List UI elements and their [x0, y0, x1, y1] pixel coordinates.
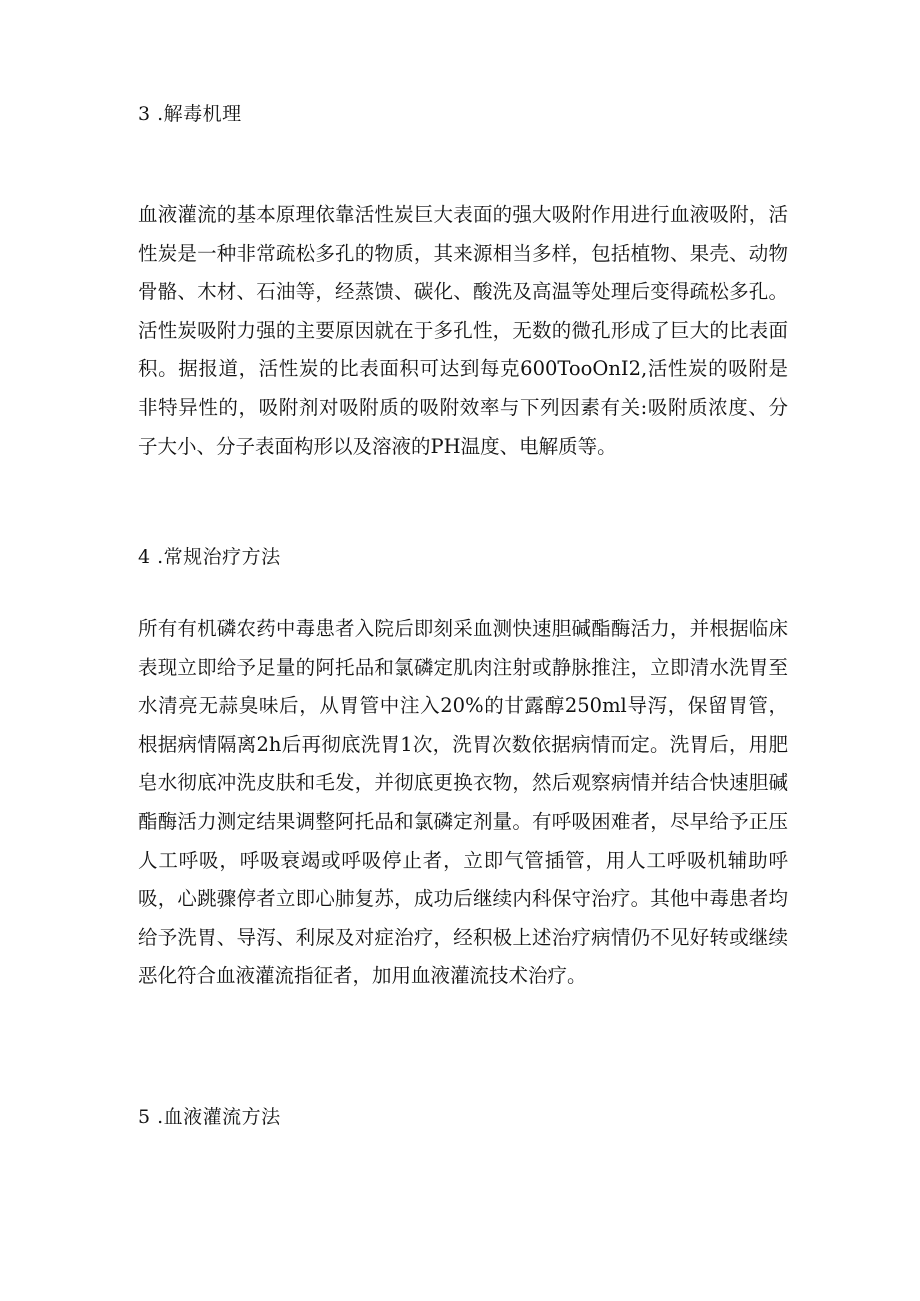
paragraph-detox-mechanism: 血液灌流的基本原理依靠活性炭巨大表面的强大吸附作用进行血液吸附，活性炭是一种非常疏松多孔的物质，其来源相当多样，包括植物、果壳、动物骨骼、木材、石油等，经蒸馈、碳化、酸洗及高温等处理后变得疏松多孔。活性炭吸附力强的主要原因就在于多孔性，无数的微孔形成了巨大的比表面积。据报道，活性炭的比表面积可达到每克600TooOnI2,活性炭的吸附是非特异性的，吸附剂对吸附质的吸附效率与下列因素有关:吸附质浓度、分子大小、分子表面构形以及溶液的PH温度、电解质等。	[138, 203, 788, 458]
section-heading-hemoperfusion-method: 5 .血液灌流方法	[138, 1106, 281, 1128]
paragraph-conventional-treatment: 所有有机磷农药中毒患者入院后即刻采血测快速胆碱酯酶活力，并根据临床表现立即给予足量的阿托品和氯磷定肌肉注射或静脉推注，立即清水洗胃至水清亮无蒜臭味后，从胃管中注入20%的甘露醇250ml导泻，保留胃管，根据病情隔离2h后再彻底洗胃1次，洗胃次数依据病情而定。洗胃后，用肥皂水彻底冲洗皮肤和毛发，并彻底更换衣物，然后观察病情并结合快速胆碱酯酶活力测定结果调整阿托品和氯磷定剂量。有呼吸困难者，尽早给予正压人工呼吸，呼吸衰竭或呼吸停止者，立即气管插管，用人工呼吸机辅助呼吸，心跳骤停者立即心肺复苏，成功后继续内科保守治疗。其他中毒患者均给予洗胃、导泻、利尿及对症治疗，经积极上述治疗病情仍不见好转或继续恶化符合血液灌流指征者，加用血液灌流技术治疗。	[138, 617, 788, 988]
section-heading-detox-mechanism: 3 .解毒机理	[138, 103, 242, 125]
section-heading-conventional-treatment: 4 .常规治疗方法	[138, 546, 281, 568]
